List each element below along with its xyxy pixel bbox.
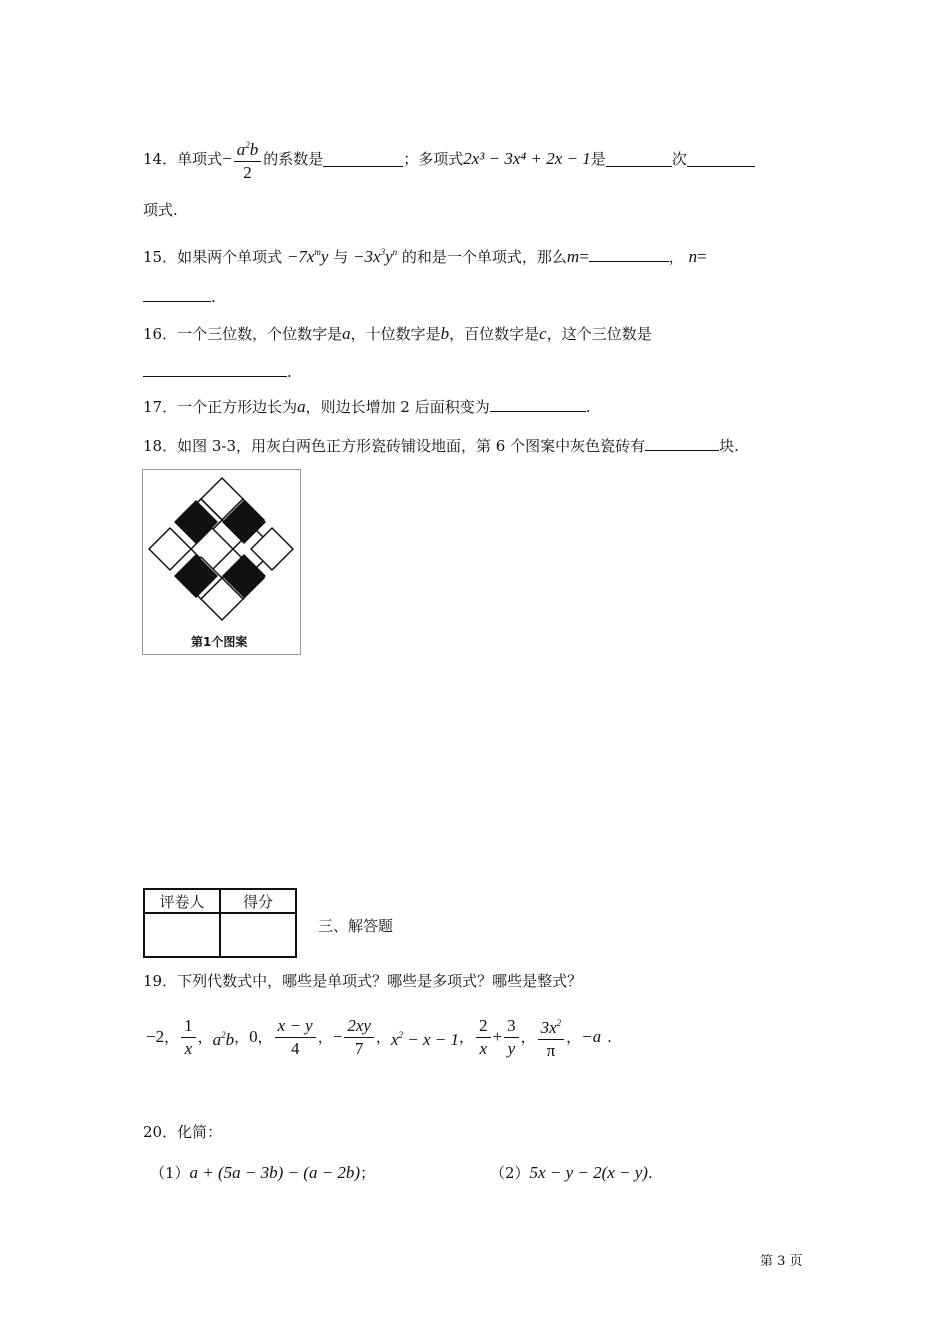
tile-pattern-svg (143, 470, 300, 630)
q14-text-1: 单项式 (177, 150, 223, 168)
expr-zero: 0 (249, 1027, 258, 1046)
q15-number: 15． (143, 248, 178, 266)
q14-blank-3[interactable] (687, 152, 755, 167)
expr-minus-sign: − (332, 1027, 343, 1046)
q15-blank-n[interactable] (143, 287, 211, 302)
separator: ， (257, 1028, 273, 1046)
q18-blank[interactable] (645, 436, 719, 451)
q15-monomial-1: $-7x^my$ (286, 247, 329, 266)
q19-end: . (607, 1028, 612, 1046)
separator: ， (375, 1028, 391, 1046)
separator: ， (317, 1028, 333, 1046)
q18-text: 如图 3-3，用灰白两色正方形瓷砖铺设地面，第 6 个图案中灰色瓷砖有 (177, 437, 646, 455)
q14-text-5: 次 (671, 150, 687, 168)
q15-comma: ， (668, 248, 684, 266)
q14-fraction (234, 135, 262, 183)
q16-text-2: ，十位数字是 (350, 325, 441, 343)
q16-text-3: ，百位数字是 (449, 325, 540, 343)
score-table (143, 888, 297, 958)
q20-part-1-expr: a + (5a − 3b) − (a − 2b) (189, 1163, 361, 1182)
q15-var-m: m (566, 247, 580, 266)
q17-end: . (585, 398, 591, 416)
q20-part-1-label: （1） (150, 1164, 190, 1182)
q20-part-2 (490, 1162, 653, 1183)
question-17 (143, 397, 590, 417)
q15-blank-m[interactable] (589, 247, 669, 262)
question-18 (143, 436, 739, 456)
q14-frac-numerator: $a^2b$ (234, 135, 262, 162)
score-cell[interactable] (220, 913, 296, 957)
grader-cell[interactable] (144, 913, 220, 957)
q15-text-3: 的和是一个单项式，那么 (401, 248, 567, 266)
tile-pattern-figure (142, 469, 301, 655)
separator: ， (458, 1028, 474, 1046)
q14-continuation: 项式. (143, 201, 178, 219)
q16-var-c: c (539, 324, 547, 343)
q15-text-1: 如果两个单项式 (177, 248, 283, 266)
separator: ， (520, 1028, 536, 1046)
expr-a2b: $a^2b$ (212, 1029, 235, 1049)
q17-number: 17． (143, 398, 178, 416)
q17-text-2: ，则边长增加 2 后面积变为 (305, 398, 490, 416)
q16-text-1: 一个三位数，个位数字是 (177, 325, 343, 343)
q20-text: 化简： (177, 1123, 223, 1141)
q16-continuation (143, 362, 292, 382)
separator: ， (197, 1028, 213, 1046)
question-15 (143, 242, 707, 267)
q20-part-1-end: ； (360, 1164, 376, 1182)
q20-part-2-expr: 5x − y − 2(x − y) (529, 1163, 648, 1182)
q14-blank-1[interactable] (323, 152, 403, 167)
expr-3x2-over-pi: $\frac{3x^2}{\pi}$ (538, 1013, 565, 1061)
q14-polynomial: 2x³ − 3x⁴ + 2x − 1 (463, 149, 591, 168)
separator: ， (164, 1028, 180, 1046)
q20-number: 20． (143, 1123, 178, 1141)
q20-part-1 (150, 1162, 375, 1183)
q16-var-a: a (342, 324, 351, 343)
q18-number: 18． (143, 437, 178, 455)
q15-end: . (211, 288, 216, 306)
page-footer: 第 3 页 (760, 1254, 803, 1269)
section-heading: 三、解答题 (318, 917, 394, 935)
question-19 (143, 971, 582, 991)
q14-frac-denominator: 2 (243, 163, 252, 182)
q15-text-2: 与 (333, 248, 349, 266)
q19-number: 19． (143, 972, 178, 990)
score-header: 得分 (220, 889, 296, 913)
q20-part-2-end: . (647, 1164, 653, 1182)
q15-continuation (143, 287, 216, 307)
expr-2xy-over-7: $\frac{2xy}{7}$ (344, 1016, 374, 1059)
expr-2-over-x: $\frac{2}{x}$ (476, 1016, 491, 1059)
expr-neg-a: −a (581, 1027, 602, 1046)
q15-equals-2: = (697, 247, 707, 266)
figure-caption: 第1个图案 (191, 635, 248, 649)
separator: ， (566, 1028, 582, 1046)
q17-text-1: 一个正方形边长为 (177, 398, 298, 416)
expr-one-over-x: $\frac{1}{x}$ (181, 1016, 196, 1059)
expr-3-over-y: $\frac{3}{y}$ (504, 1016, 519, 1059)
question-14 (143, 139, 755, 182)
q17-var-a: a (297, 397, 306, 416)
q14-number: 14． (143, 150, 178, 168)
grader-header: 评卷人 (144, 889, 220, 913)
q16-end: . (287, 363, 292, 381)
tile-white (149, 528, 191, 570)
q14-blank-2[interactable] (606, 152, 672, 167)
q18-end: 块. (719, 437, 739, 455)
q16-var-b: b (440, 324, 450, 343)
q14-minus: − (222, 149, 232, 168)
q16-number: 16． (143, 325, 178, 343)
q20-part-2-label: （2） (490, 1164, 530, 1182)
expr-x2-minus-x-minus-1: $x^2 - x - 1$ (390, 1029, 459, 1049)
question-20 (143, 1122, 222, 1142)
q16-text-4: ，这个三位数是 (546, 325, 652, 343)
separator: ， (234, 1028, 250, 1046)
q15-monomial-2: $-3x^3y^n$ (353, 247, 398, 266)
q16-blank[interactable] (143, 362, 287, 377)
q14-text-4: 是 (590, 150, 606, 168)
expr-neg-two: −2 (146, 1027, 165, 1046)
q14-text-3: ；多项式 (403, 150, 464, 168)
q19-expressions (146, 1012, 612, 1062)
q15-var-n: n (688, 247, 698, 266)
q15-equals-1: = (579, 247, 589, 266)
q17-blank[interactable] (490, 397, 586, 412)
q14-text-2: 的系数是 (263, 150, 324, 168)
expr-plus: + (492, 1027, 503, 1046)
expr-x-minus-y-over-4: $\frac{x - y}{4}$ (275, 1016, 316, 1059)
question-16 (143, 324, 652, 344)
q19-text: 下列代数式中，哪些是单项式？哪些是多项式？哪些是整式？ (177, 972, 583, 990)
